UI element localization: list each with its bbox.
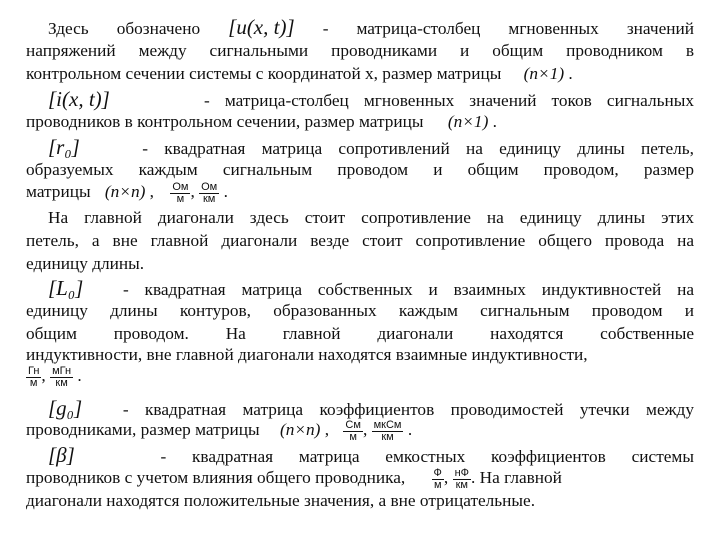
text-l10: петель, а вне главной диагонали везде стоит сопротивление общего провода на [26, 231, 694, 250]
unit-num: Гн [28, 364, 40, 377]
unit-den: м [29, 376, 38, 389]
text-comma: , [41, 366, 46, 385]
unit-mhenry-per-km [50, 366, 73, 389]
text-line-13 [26, 300, 694, 322]
text-line-18 [26, 419, 694, 443]
text-l2: напряжений между сигнальными проводниками и общим проводником в [26, 41, 694, 60]
text-l14: общим проводом. На главной диагонали находятся собственные [26, 324, 694, 343]
text-comma: , [362, 420, 368, 439]
unit-num: мГн [52, 364, 72, 377]
formula-r0: [r₀] [48, 135, 80, 159]
unit-farad-per-m [432, 468, 444, 491]
beta-description: - квадратная матрица емкостных коэффициентов системы [160, 447, 694, 466]
text-dot: . [223, 182, 228, 201]
unit-siemens-per-m [343, 420, 363, 443]
text-line-4 [26, 88, 694, 112]
text-line-9 [26, 207, 694, 229]
text-l3: контрольном сечении системы с координатой x, размер матрицы [26, 64, 502, 83]
formula-i-vector: [i(x, t)] [48, 87, 110, 111]
text-l9: На главной диагонали здесь стоит сопротивление на единицу длины этих [48, 208, 694, 227]
unit-den: км [455, 478, 468, 491]
text-l13: единицу длины контуров, образованных каждым сигнальным проводом и [26, 301, 694, 320]
text-line-2 [26, 40, 694, 62]
unit-den: км [381, 430, 394, 443]
text-line-1 [26, 16, 694, 40]
text-dot: . [492, 112, 497, 131]
unit-den: км [202, 192, 216, 205]
text-line-8 [26, 181, 694, 205]
unit-num: Ом [201, 180, 218, 193]
unit-ohm-per-m [170, 182, 190, 205]
text-l8: матрицы [26, 182, 91, 201]
text-l5: проводников в контрольном сечении, размер матрицы [26, 112, 424, 131]
unit-den: км [55, 376, 68, 389]
u-description: - матрица-столбец мгновенных значений [322, 19, 694, 38]
text-l11: единицу длины. [26, 254, 145, 273]
unit-den: м [433, 478, 442, 491]
intro-text: Здесь обозначено [48, 19, 201, 38]
text-comma: , [190, 182, 195, 201]
text-line-5 [26, 111, 694, 133]
text-line-12 [26, 277, 694, 301]
formula-dim-n1: (n×1) [523, 64, 565, 83]
text-line-15 [26, 344, 694, 366]
unit-num: нФ [454, 466, 469, 479]
formula-beta: [β] [48, 443, 75, 467]
text-l19a: проводников с учетом влияния общего проводника, [26, 468, 406, 487]
formula-dim-nn: (n×n) [104, 182, 146, 201]
g0-description: - квадратная матрица коэффициентов проводимостей утечки между [122, 400, 694, 419]
text-dot: . [77, 366, 82, 385]
text-line-10 [26, 230, 694, 252]
unit-num: См [345, 418, 361, 431]
text-line-19 [26, 444, 694, 468]
l0-description: - квадратная матрица собственных и взаимных индуктивностей на [122, 280, 694, 299]
formula-u-vector: [u(x, t)] [228, 15, 295, 39]
text-comma: , [443, 468, 449, 487]
text-l19b: . На главной [471, 468, 562, 487]
text-line-14 [26, 323, 694, 345]
unit-usiemens-per-km [372, 420, 404, 443]
text-line-11 [26, 253, 694, 275]
text-line-17 [26, 397, 694, 421]
text-comma: , [324, 420, 330, 439]
text-l17: проводниками, размер матрицы [26, 420, 260, 439]
text-line-6 [26, 136, 694, 160]
unit-nfarad-per-km [453, 468, 471, 491]
text-l15: индуктивности, вне главной диагонали находятся взаимные индуктивности, [26, 345, 588, 364]
text-line-20 [26, 467, 694, 491]
unit-den: м [349, 430, 357, 443]
unit-num: мкСм [373, 418, 402, 431]
text-line-7 [26, 159, 694, 181]
text-line-21 [26, 490, 694, 512]
unit-ohm-per-km [199, 182, 219, 205]
formula-dim-nn-b: (n×n) [279, 420, 321, 439]
text-line-16 [26, 365, 694, 389]
i-description: - матрица-столбец мгновенных значений токов сигнальных [204, 91, 694, 110]
text-l7: образуемых каждым сигнальным проводом и общим проводом, размер [26, 160, 694, 179]
text-dot: . [407, 420, 413, 439]
text-dot: . [568, 64, 573, 83]
text-l20: диагонали находятся положительные значения, а вне отрицательные. [26, 491, 536, 510]
formula-l0: [L₀] [48, 276, 84, 300]
formula-dim-n1-b: (n×1) [447, 112, 489, 131]
unit-den: м [176, 192, 185, 205]
unit-num: Ом [172, 180, 189, 193]
text-line-3 [26, 63, 694, 85]
formula-g0: [g₀] [48, 396, 83, 420]
unit-henry-per-m [26, 366, 41, 389]
unit-num: Ф [433, 466, 442, 479]
r0-description: - квадратная матрица сопротивлений на единицу длины петель, [142, 139, 694, 158]
text-comma: , [149, 182, 154, 201]
